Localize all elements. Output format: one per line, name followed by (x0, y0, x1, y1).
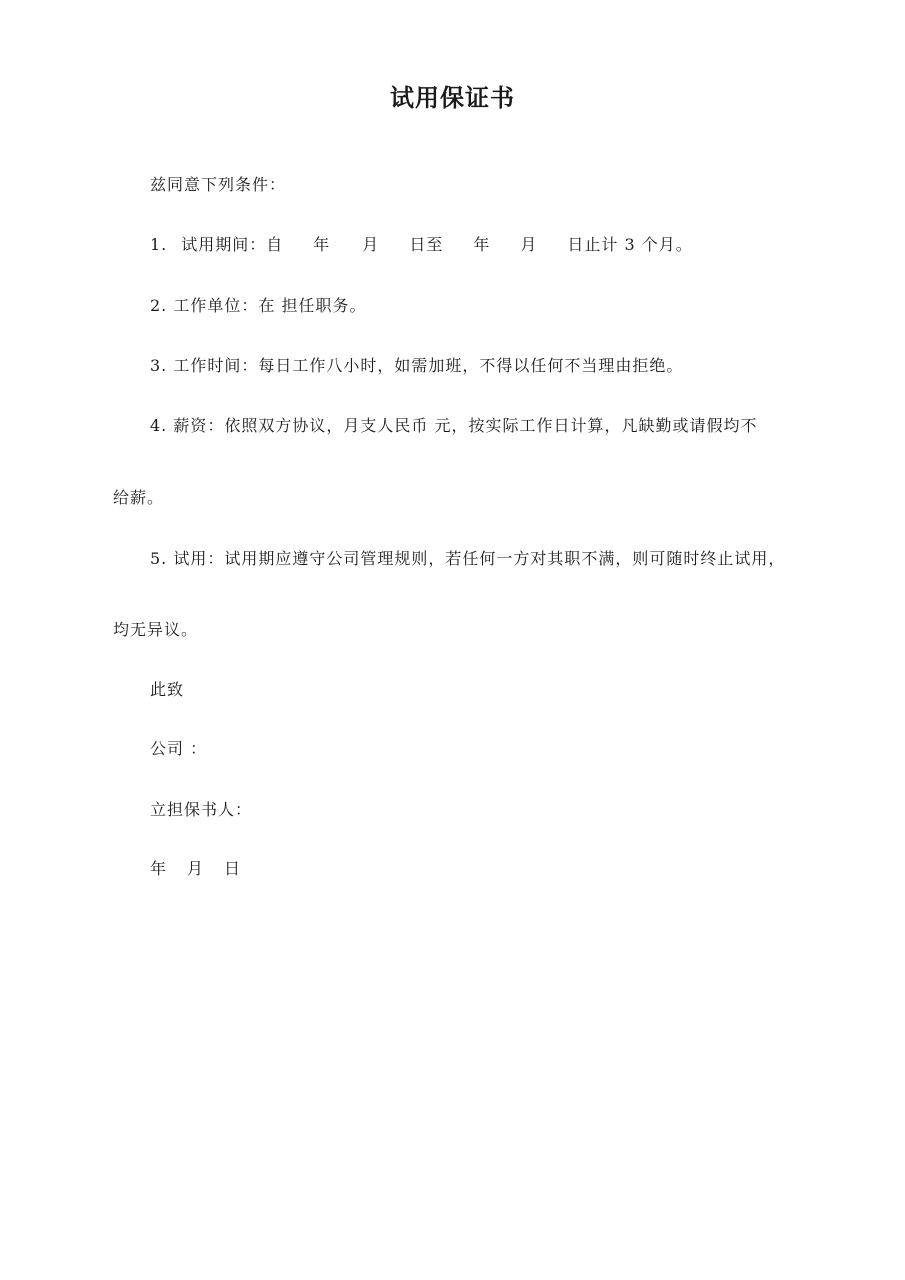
item-1-tail: 日止计 3 个月。 (567, 235, 693, 254)
date-year: 年 (150, 859, 168, 878)
item-1-trial-period (150, 232, 693, 255)
item-1-label: 试用期间：自 (181, 235, 284, 254)
item-1-month-2: 月 (520, 235, 538, 254)
item-1-month-1: 月 (362, 235, 380, 254)
intro-text: 兹同意下列条件： (150, 175, 287, 194)
guarantor-field: 立担保书人： (150, 800, 253, 819)
company-field: 公司 ： (150, 739, 208, 758)
item-1-year-2: 年 (473, 235, 491, 254)
closing-text: 此致 (150, 680, 185, 699)
item-2-work-unit: 2. 工作单位：在 担任职务。 (150, 296, 367, 315)
item-4-salary-line-1: 4. 薪资：依照双方协议，月支人民币 元，按实际工作日计算，凡缺勤或请假均不 (150, 416, 758, 435)
item-3-work-hours: 3. 工作时间：每日工作八小时，如需加班，不得以任何不当理由拒绝。 (150, 356, 684, 375)
item-5-trial-line-2: 均无异议。 (113, 620, 199, 639)
date-day: 日 (224, 859, 242, 878)
item-1-day-to: 日至 (409, 235, 444, 254)
document-title: 试用保证书 (390, 83, 515, 112)
item-5-trial-line-1: 5. 试用：试用期应遵守公司管理规则，若任何一方对其职不满，则可随时终止试用， (150, 549, 786, 568)
date-month: 月 (187, 859, 205, 878)
item-1-number: 1. (150, 235, 168, 254)
item-4-salary-line-2: 给薪。 (113, 488, 165, 507)
date-field (150, 856, 241, 879)
item-1-year-1: 年 (313, 235, 331, 254)
